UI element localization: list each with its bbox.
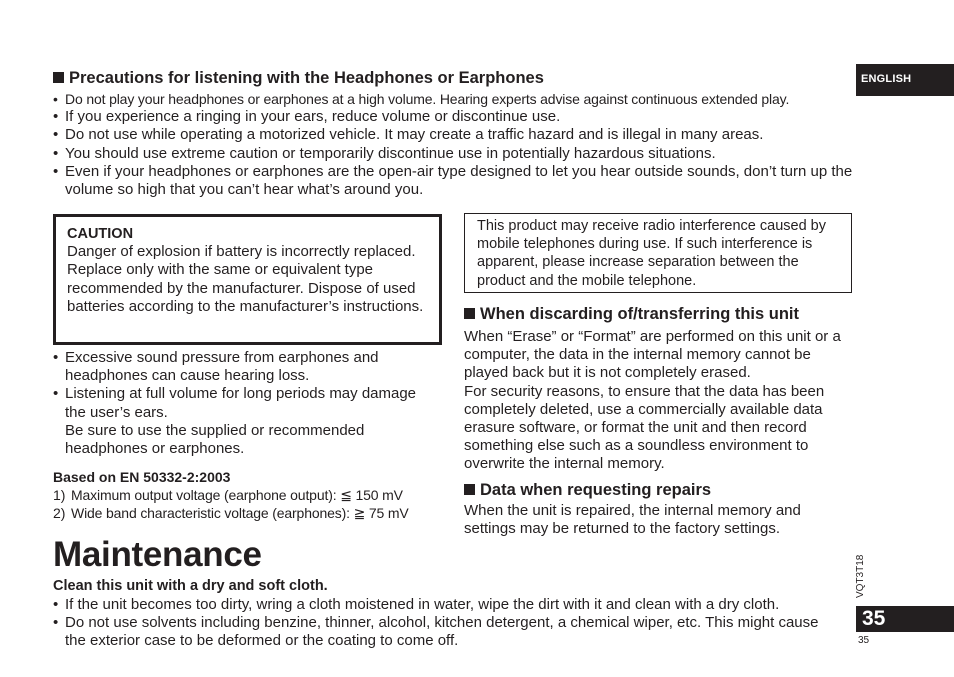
list-item: • If you experience a ringing in your ears, reduce volume or discontinue use.: [53, 108, 853, 126]
page-number-small: 35: [858, 635, 870, 646]
list-item: • If the unit becomes too dirty, wring a cloth moistened in water, wipe the dirt with it and clean with a dry cloth.: [53, 596, 843, 614]
list-item: • Listening at full volume for long periods may damage the user’s ears.: [53, 385, 441, 421]
square-bullet-icon: [464, 308, 475, 319]
document-code: VQT3T18: [855, 554, 866, 598]
language-tab: [856, 64, 954, 96]
list-item: • You should use extreme caution or temporarily discontinue use in potentially hazardous situations.: [53, 145, 853, 163]
square-bullet-icon: [464, 484, 475, 495]
caution-title: CAUTION: [67, 226, 134, 242]
standard-item-number: 2): [53, 505, 66, 521]
precautions-heading: [53, 68, 853, 88]
language-label: ENGLISH: [861, 73, 912, 85]
list-item: • Do not use while operating a motorized vehicle. It may create a traffic hazard and is illegal in many areas.: [53, 126, 853, 144]
list-item: • Do not use solvents including benzine, thinner, alcohol, kitchen detergent, a chemical wiper, etc. This might cause the exterior case to be deformed or the coating to come off.: [53, 614, 825, 650]
radio-interference-box: [464, 213, 852, 293]
page-number-large: 35: [862, 607, 886, 630]
radio-interference-text: This product may receive radio interference caused by mobile telephones during use. If such interference is apparent, please increase separation between the product and the mobile telephone.: [477, 218, 826, 289]
sound-pressure-list: [53, 349, 441, 422]
list-item: • Even if your headphones or earphones are the open-air type designed to let you hear outside sounds, don’t turn up the volume so high that you can’t hear what’s around you.: [53, 163, 853, 199]
precautions-title: Precautions for listening with the Headphones or Earphones: [69, 69, 544, 87]
caution-box: [53, 214, 442, 345]
discarding-heading: [464, 304, 856, 324]
maintenance-title: Maintenance: [53, 535, 262, 574]
discarding-paragraph: When “Erase” or “Format” are performed on this unit or a computer, the data in the internal memory cannot be played back but it is not completely erased.: [464, 328, 841, 382]
standard-item-number: 1): [53, 487, 66, 503]
standard-item: [53, 504, 453, 522]
discarding-title: When discarding of/transferring this unit: [480, 305, 800, 323]
standard-section: [53, 468, 453, 522]
square-bullet-icon: [53, 72, 64, 83]
precautions-list: [53, 90, 853, 199]
standard-item-text: Wide band characteristic voltage (earphones): ≧ 75 mV: [71, 505, 409, 521]
discarding-section: [464, 304, 856, 474]
precautions-section: [53, 68, 853, 199]
repairs-heading: [464, 480, 854, 500]
maintenance-list: [53, 596, 843, 651]
repairs-title: Data when requesting repairs: [480, 481, 712, 499]
standard-item: [53, 486, 453, 504]
caution-text: Danger of explosion if battery is incorrectly replaced. Replace only with the same or equivalent type recommended by the manufacturer. Dispose of used batteries according to the manufacturer’s instructions.: [67, 243, 424, 315]
sound-pressure-note: Be sure to use the supplied or recommended headphones or earphones.: [65, 421, 365, 458]
standard-item-text: Maximum output voltage (earphone output): ≦ 150 mV: [71, 487, 403, 503]
standard-title: Based on EN 50332-2:2003: [53, 469, 231, 485]
maintenance-subtitle: Clean this unit with a dry and soft cloth.: [53, 578, 328, 594]
repairs-section: [464, 480, 854, 538]
maintenance-section: [53, 535, 843, 651]
discarding-paragraph: For security reasons, to ensure that the data has been completely deleted, use a commercially available data erasure software, or format the unit and then record something else such as a soundless environment to overwrite the internal memory.: [464, 382, 825, 473]
list-item: • Do not play your headphones or earphones at a high volume. Hearing experts advise against continuous extended play.: [53, 90, 853, 108]
repairs-text: When the unit is repaired, the internal memory and settings may be returned to the factory settings.: [464, 502, 801, 538]
list-item: • Excessive sound pressure from earphones and headphones can cause hearing loss.: [53, 349, 441, 385]
sound-pressure-section: [53, 349, 441, 458]
page-number-tab: [856, 606, 954, 632]
